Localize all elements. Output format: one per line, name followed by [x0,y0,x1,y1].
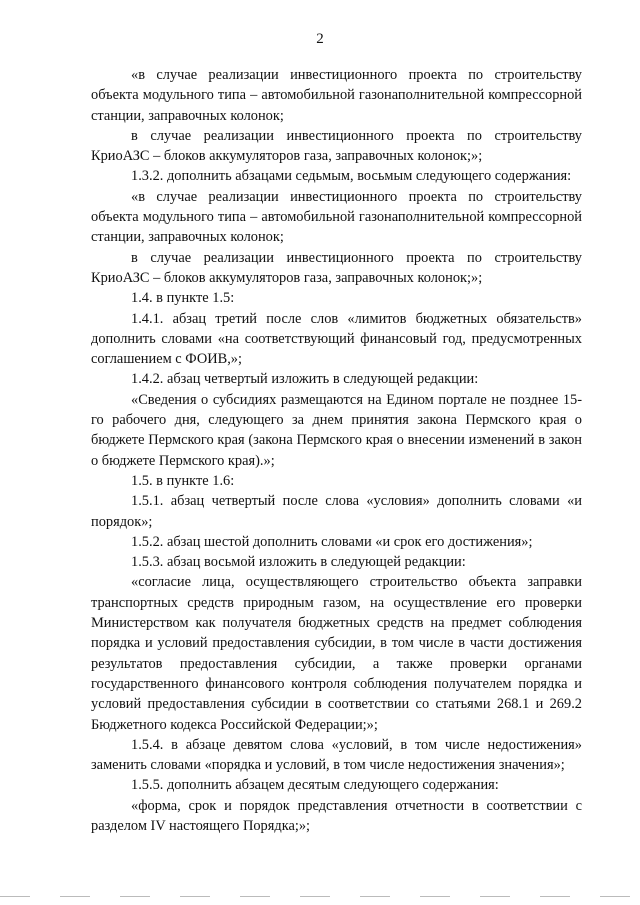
scan-edge-line [0,896,640,897]
paragraph: «Сведения о субсидиях размещаются на Едином портале не позднее 15-го рабочего дня, следующего за днем принятия закона Пермского края о бюджете Пермского края (закона Пермского края о внесении изменений в закон о бюджете Пермского края).»; [91,391,582,469]
paragraph: 1.4. в пункте 1.5: [131,290,235,307]
paragraph: 1.4.2. абзац четвертый изложить в следующей редакции: [131,371,479,388]
paragraph: 1.3.2. дополнить абзацами седьмым, восьмым следующего содержания: [131,168,572,185]
paragraph: 1.5.5. дополнить абзацем десятым следующего содержания: [131,777,499,794]
paragraph: 1.5.3. абзац восьмой изложить в следующей редакции: [131,554,466,571]
paragraph: 1.5.2. абзац шестой дополнить словами «и срок его достижения»; [131,533,533,550]
paragraph: 1.5.4. в абзаце девятом слова «условий, в том числе недостижения» заменить словами «порядка и условий, в том числе недостижения значения»; [91,736,582,774]
paragraph: 1.5. в пункте 1.6: [131,472,235,489]
paragraph: 1.5.1. абзац четвертый после слова «условия» дополнить словами «и порядок»; [91,493,582,530]
document-body [91,65,582,836]
paragraph: «в случае реализации инвестиционного проекта по строительству объекта модульного типа – автомобильной газонаполнительной компрессорной станции, заправочных колонок; [91,67,582,124]
paragraph: в случае реализации инвестиционного проекта по строительству КриоАЗС – блоков аккумуляторов газа, заправочных колонок;»; [91,127,582,165]
paragraph: «в случае реализации инвестиционного проекта по строительству объекта модульного типа – автомобильной газонаполнительной компрессорной станции, заправочных колонок; [91,188,582,246]
paragraph: «форма, срок и порядок представления отчетности в соответствии с разделом IV настоящего Порядка;»; [91,797,582,834]
paragraph: в случае реализации инвестиционного проекта по строительству КриоАЗС – блоков аккумуляторов газа, заправочных колонок;»; [91,249,582,286]
paragraph: «согласие лица, осуществляющего строительство объекта заправки транспортных средств природным газом, на осуществление его проверки Министерством как получателя бюджетных средств на предмет соблюдения порядка и условий предоставления субсидии, в том числе в части достижения результатов предоставления субсидии, а также проверки органами государственного финансового контроля соблюдения получателем порядка и условий предоставления субсидии в соответствии со статьями 268.1 и 269.2 Бюджетного кодекса Российской Федерации;»; [91,574,582,733]
paragraph: 1.4.1. абзац третий после слов «лимитов бюджетных обязательств» дополнить словами «на соответствующий финансовый год, предусмотренных соглашением с ФОИВ,»; [91,310,582,368]
page-number: 2 [316,31,324,47]
